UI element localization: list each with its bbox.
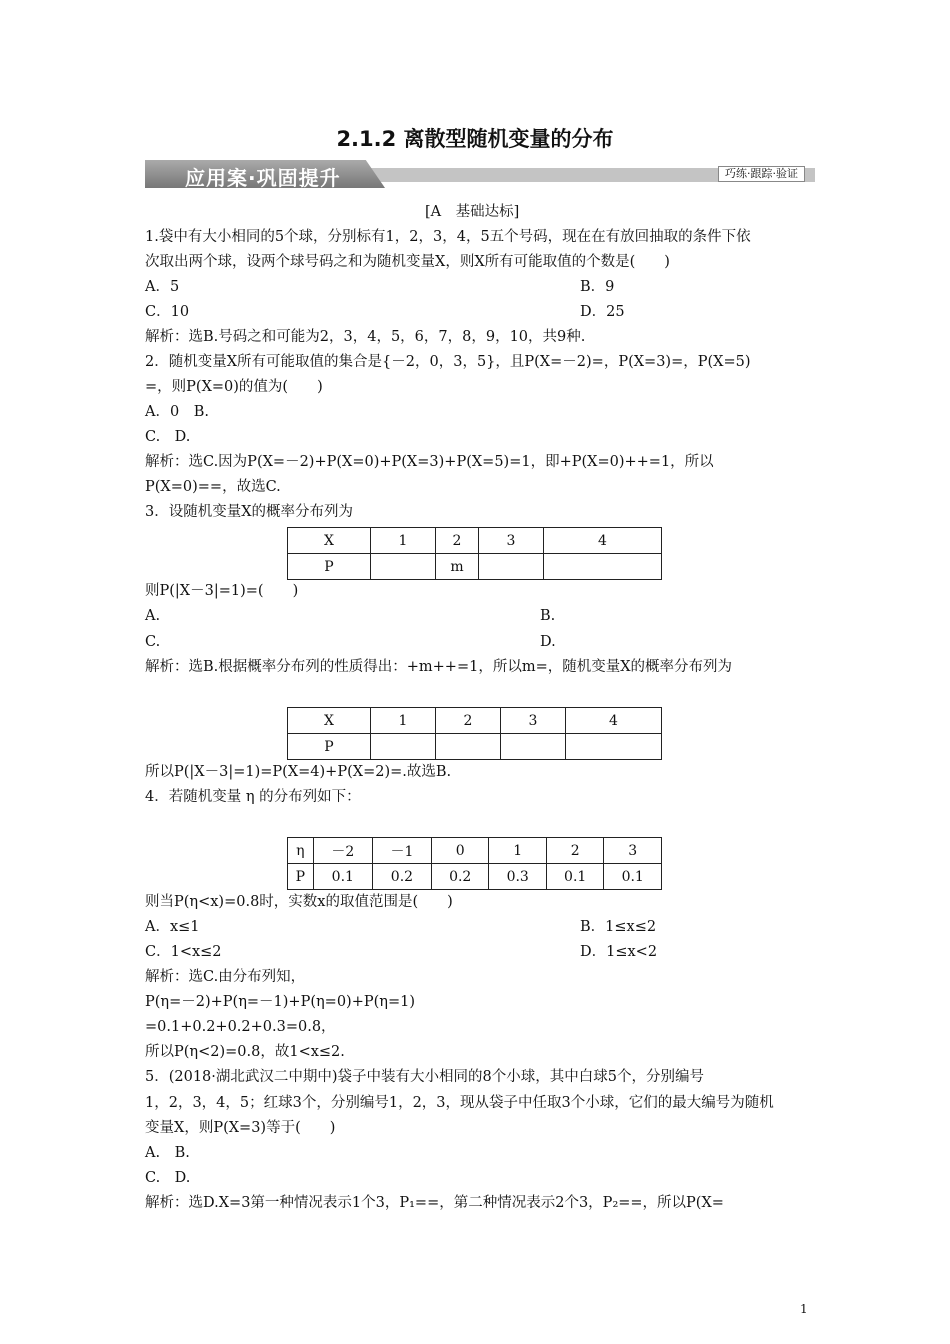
section-heading: [A 基础达标] — [425, 204, 520, 220]
banner-right-text: 巧练·跟踪·验证 — [718, 166, 805, 182]
q1-stem-1: 1.袋中有大小相同的5个球，分别标有1，2，3，4，5五个号码，现在在有放回抽取的条件下依 — [145, 229, 751, 245]
q4-solution-4: 所以P(η<2)=0.8，故1<x≤2. — [145, 1044, 345, 1060]
q2-solution-1: 解析：选C.因为P(X=－2)+P(X=0)+P(X=3)+P(X=5)=1，即+P(X=0)++=1，所以 — [145, 454, 714, 470]
table-cell: 4 — [566, 708, 662, 734]
table-cell: 0.1 — [313, 864, 372, 890]
q1-option-b: B．9 — [580, 279, 615, 295]
q5-options-cd: C. D. — [145, 1170, 191, 1186]
q5-stem-1: 5．(2018·湖北武汉二中期中)袋子中装有大小相同的8个小球，其中白球5个，分别编号 — [145, 1069, 704, 1085]
table-cell: m — [436, 554, 479, 580]
q2-options-cd: C. D. — [145, 429, 191, 445]
q4-stem: 4．若随机变量 η 的分布列如下： — [145, 789, 361, 805]
q3-distribution-table-1 — [287, 527, 662, 580]
table-cell — [566, 734, 662, 760]
page-title: 2.1.2 离散型随机变量的分布 — [336, 127, 614, 151]
table-cell — [544, 554, 662, 580]
q1-option-c: C．10 — [145, 304, 190, 320]
q2-solution-2: P(X=0)==，故选C. — [145, 479, 281, 495]
q3-option-b: B. — [540, 608, 556, 624]
q1-stem-2: 次取出两个球，设两个球号码之和为随机变量X，则X所有可能取值的个数是( ) — [145, 254, 670, 270]
q2-stem-1: 2．随机变量X所有可能取值的集合是{－2，0，3，5}，且P(X=－2)=，P(X=3)=，P(X=5) — [145, 354, 751, 370]
q3-stem: 3．设随机变量X的概率分布列为 — [145, 504, 354, 520]
table-cell: P — [288, 734, 371, 760]
table-cell: 4 — [544, 528, 662, 554]
table-cell: 0.2 — [372, 864, 431, 890]
table-cell — [436, 734, 501, 760]
table-cell: 0 — [431, 838, 488, 864]
q2-stem-2: =，则P(X=0)的值为( ) — [145, 379, 323, 395]
table-cell: －1 — [372, 838, 431, 864]
q3-distribution-table-2 — [287, 707, 662, 760]
q3-ask: 则P(|X－3|=1)=( ) — [145, 583, 299, 599]
table-cell: 3 — [604, 838, 662, 864]
q5-solution: 解析：选D.X=3第一种情况表示1个3，P₁==，第二种情况表示2个3，P₂==，所以P(X= — [145, 1195, 724, 1211]
table-cell: P — [288, 864, 314, 890]
table-cell: 2 — [436, 708, 501, 734]
q3-solution-2: 所以P(|X－3|=1)=P(X=4)+P(X=2)=.故选B. — [145, 764, 452, 780]
q4-option-a: A．x≤1 — [145, 919, 200, 935]
q1-option-a: A．5 — [145, 279, 180, 295]
table-cell: 0.2 — [431, 864, 488, 890]
q3-option-c: C. — [145, 634, 161, 650]
table-cell: 1 — [489, 838, 546, 864]
table-cell: 2 — [436, 528, 479, 554]
q5-options-ab: A. B. — [145, 1145, 190, 1161]
table-cell: 0.1 — [604, 864, 662, 890]
q4-option-c: C．1<x≤2 — [145, 944, 222, 960]
q4-option-b: B．1≤x≤2 — [580, 919, 657, 935]
q4-solution-3: =0.1+0.2+0.2+0.3=0.8， — [145, 1019, 336, 1035]
table-cell: η — [288, 838, 314, 864]
table-cell: 3 — [501, 708, 566, 734]
table-cell: 0.3 — [489, 864, 546, 890]
q4-distribution-table — [287, 837, 662, 890]
table-cell — [501, 734, 566, 760]
q4-solution-1: 解析：选C.由分布列知， — [145, 969, 306, 985]
q3-option-d: D. — [540, 634, 556, 650]
table-cell: P — [288, 554, 371, 580]
q1-solution: 解析：选B.号码之和可能为2，3，4，5，6，7，8，9，10，共9种. — [145, 329, 586, 345]
table-cell — [371, 554, 436, 580]
table-cell: 1 — [371, 708, 436, 734]
q4-option-d: D．1≤x<2 — [580, 944, 658, 960]
section-banner — [145, 160, 815, 188]
table-cell — [371, 734, 436, 760]
table-cell: 1 — [371, 528, 436, 554]
q4-solution-2: P(η=－2)+P(η=－1)+P(η=0)+P(η=1) — [145, 994, 415, 1010]
q2-options-ab: A．0 B. — [145, 404, 209, 420]
table-cell: －2 — [313, 838, 372, 864]
table-cell: X — [288, 708, 371, 734]
q3-option-a: A. — [145, 608, 161, 624]
table-cell — [479, 554, 544, 580]
q1-option-d: D．25 — [580, 304, 625, 320]
q4-ask: 则当P(η<x)=0.8时，实数x的取值范围是( ) — [145, 894, 453, 910]
page-number: 1 — [800, 1302, 808, 1316]
banner-left-text: 应用案·巩固提升 — [185, 166, 341, 190]
q3-solution: 解析：选B.根据概率分布列的性质得出：+m++=1，所以m=，随机变量X的概率分布列为 — [145, 659, 733, 675]
q5-stem-2: 1，2，3，4，5；红球3个，分别编号1，2，3，现从袋子中任取3个小球，它们的最大编号为随机 — [145, 1095, 774, 1111]
table-cell: X — [288, 528, 371, 554]
q5-stem-3: 变量X，则P(X=3)等于( ) — [145, 1120, 336, 1136]
table-cell: 0.1 — [546, 864, 603, 890]
table-cell: 2 — [546, 838, 603, 864]
table-cell: 3 — [479, 528, 544, 554]
